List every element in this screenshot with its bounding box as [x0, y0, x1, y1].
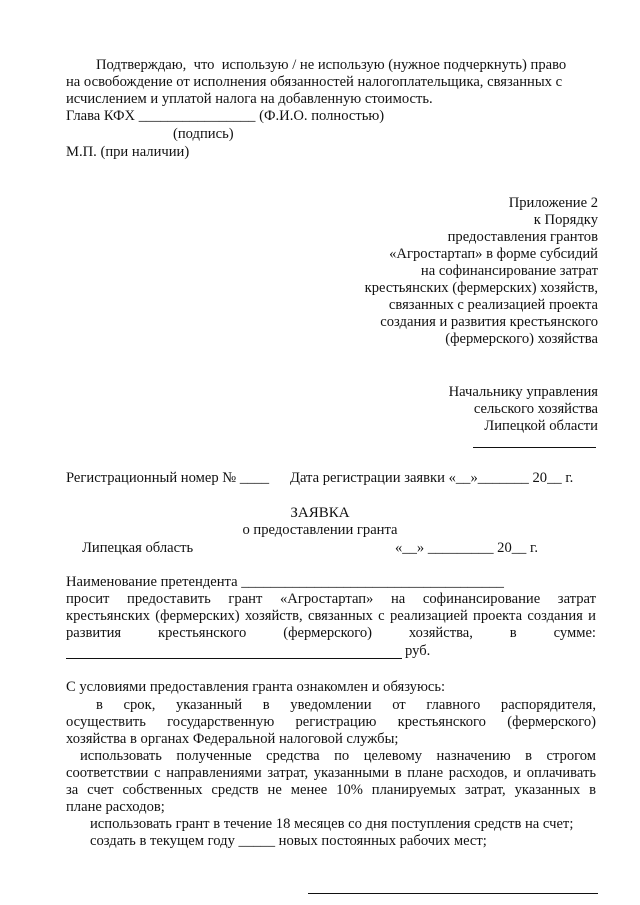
appendix-line-8: создания и развития крестьянского: [380, 314, 598, 330]
conditions-intro: С условиями предоставления гранта ознакомлен и обязуюсь:: [66, 679, 446, 695]
request-line-1: просит предоставить грант «Агростартап» на софинансирование затрат: [66, 591, 596, 607]
applicant-name-line: Наименование претендента ____________________________________: [66, 574, 504, 590]
document-subtitle: о предоставлении гранта: [242, 522, 398, 538]
obligation-2-line-4: плане расходов;: [66, 799, 165, 815]
confirmation-line-1: Подтверждаю, что использую / не использую (нужное подчеркнуть) право: [96, 57, 567, 73]
sum-rule: [66, 658, 402, 659]
appendix-line-5: на софинансирование затрат: [420, 263, 598, 279]
place: Липецкая область: [82, 540, 194, 556]
appendix-line-6: крестьянских (фермерских) хозяйств,: [364, 280, 598, 296]
addressee-line-1: Начальнику управления: [448, 384, 598, 400]
addressee-line-3: Липецкой области: [484, 418, 598, 434]
registration-number: Регистрационный номер № ____: [66, 470, 270, 486]
obligation-2-line-1: использовать полученные средства по целевому назначению в строгом: [80, 748, 596, 764]
addressee-line-2: сельского хозяйства: [473, 401, 598, 417]
obligation-2-line-3: за счет собственных средств не менее 10% планируемых затрат, указанных в: [66, 782, 596, 798]
addressee-name-rule: [473, 447, 596, 448]
appendix-line-7: связанных с реализацией проекта: [388, 297, 598, 313]
appendix-line-4: «Агростартап» в форме субсидий: [389, 246, 598, 262]
appendix-line-2: к Порядку: [533, 212, 598, 228]
confirmation-line-3: исчислением и уплатой налога на добавленную стоимость.: [66, 91, 433, 107]
obligation-2-line-2: соответствии с направлениями затрат, указанными в плане расходов, и оплачивать: [66, 765, 596, 781]
seal-note: М.П. (при наличии): [66, 144, 190, 160]
head-signature-line: Глава КФХ ________________ (Ф.И.О. полностью): [66, 108, 385, 124]
appendix-line-1: Приложение 2: [508, 195, 598, 211]
obligation-4: создать в текущем году _____ новых постоянных рабочих мест;: [90, 833, 487, 849]
appendix-line-9: (фермерского) хозяйства: [445, 331, 598, 347]
footer-rule: [308, 893, 598, 894]
application-date: «__» _________ 20__ г.: [395, 540, 538, 556]
request-line-2: крестьянских (фермерских) хозяйств, связанных с реализацией проекта создания и: [66, 608, 596, 624]
signature-caption: (подпись): [173, 126, 234, 142]
obligation-1-line-3: хозяйства в органах Федеральной налоговой службы;: [66, 731, 399, 747]
document-title: ЗАЯВКА: [290, 505, 350, 521]
confirmation-line-2: на освобождение от исполнения обязанностей налогоплательщика, связанных с: [66, 74, 563, 90]
obligation-3: использовать грант в течение 18 месяцев со дня поступления средств на счет;: [90, 816, 574, 832]
registration-date: Дата регистрации заявки «__»_______ 20__ г.: [290, 470, 574, 486]
sum-unit: руб.: [405, 643, 431, 659]
obligation-1-line-1: в срок, указанный в уведомлении от главного распорядителя,: [96, 697, 596, 713]
appendix-line-3: предоставления грантов: [447, 229, 598, 245]
request-line-3: развития крестьянского (фермерского) хозяйства, в сумме:: [66, 625, 596, 641]
obligation-1-line-2: осуществить государственную регистрацию крестьянского (фермерского): [66, 714, 596, 730]
